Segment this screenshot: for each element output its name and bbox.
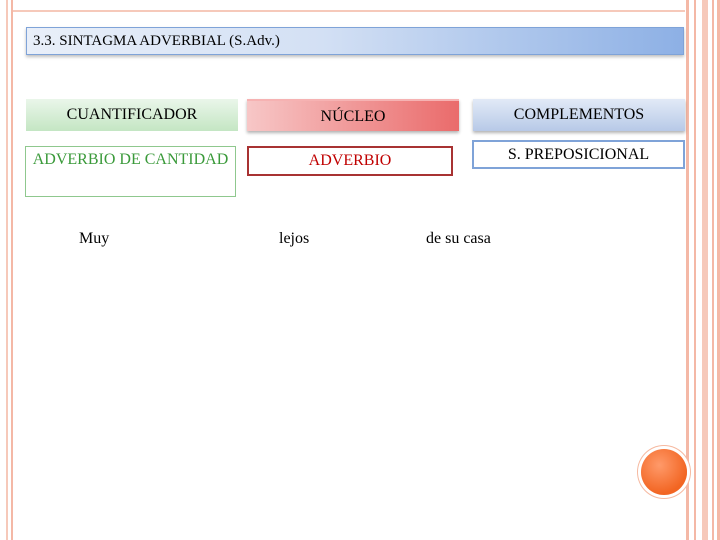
example-nucleus: lejos xyxy=(279,230,310,247)
example-complements: de su casa xyxy=(426,230,491,247)
category-quantifier: ADVERBIO DE CANTIDAD xyxy=(25,146,236,197)
slide-title: 3.3. SINTAGMA ADVERBIAL (S.Adv.) xyxy=(26,27,684,55)
slide-frame-top xyxy=(13,10,685,12)
category-nucleus: ADVERBIO xyxy=(247,146,453,176)
header-complements: COMPLEMENTOS xyxy=(473,99,685,131)
header-quantifier: CUANTIFICADOR xyxy=(26,99,238,131)
example-quantifier: Muy xyxy=(79,230,110,247)
header-nucleus: NÚCLEO xyxy=(247,99,459,131)
slide-frame-right xyxy=(686,0,720,540)
category-complements: S. PREPOSICIONAL xyxy=(472,140,685,169)
decorative-circle xyxy=(641,449,687,495)
slide-frame-left xyxy=(0,0,13,540)
